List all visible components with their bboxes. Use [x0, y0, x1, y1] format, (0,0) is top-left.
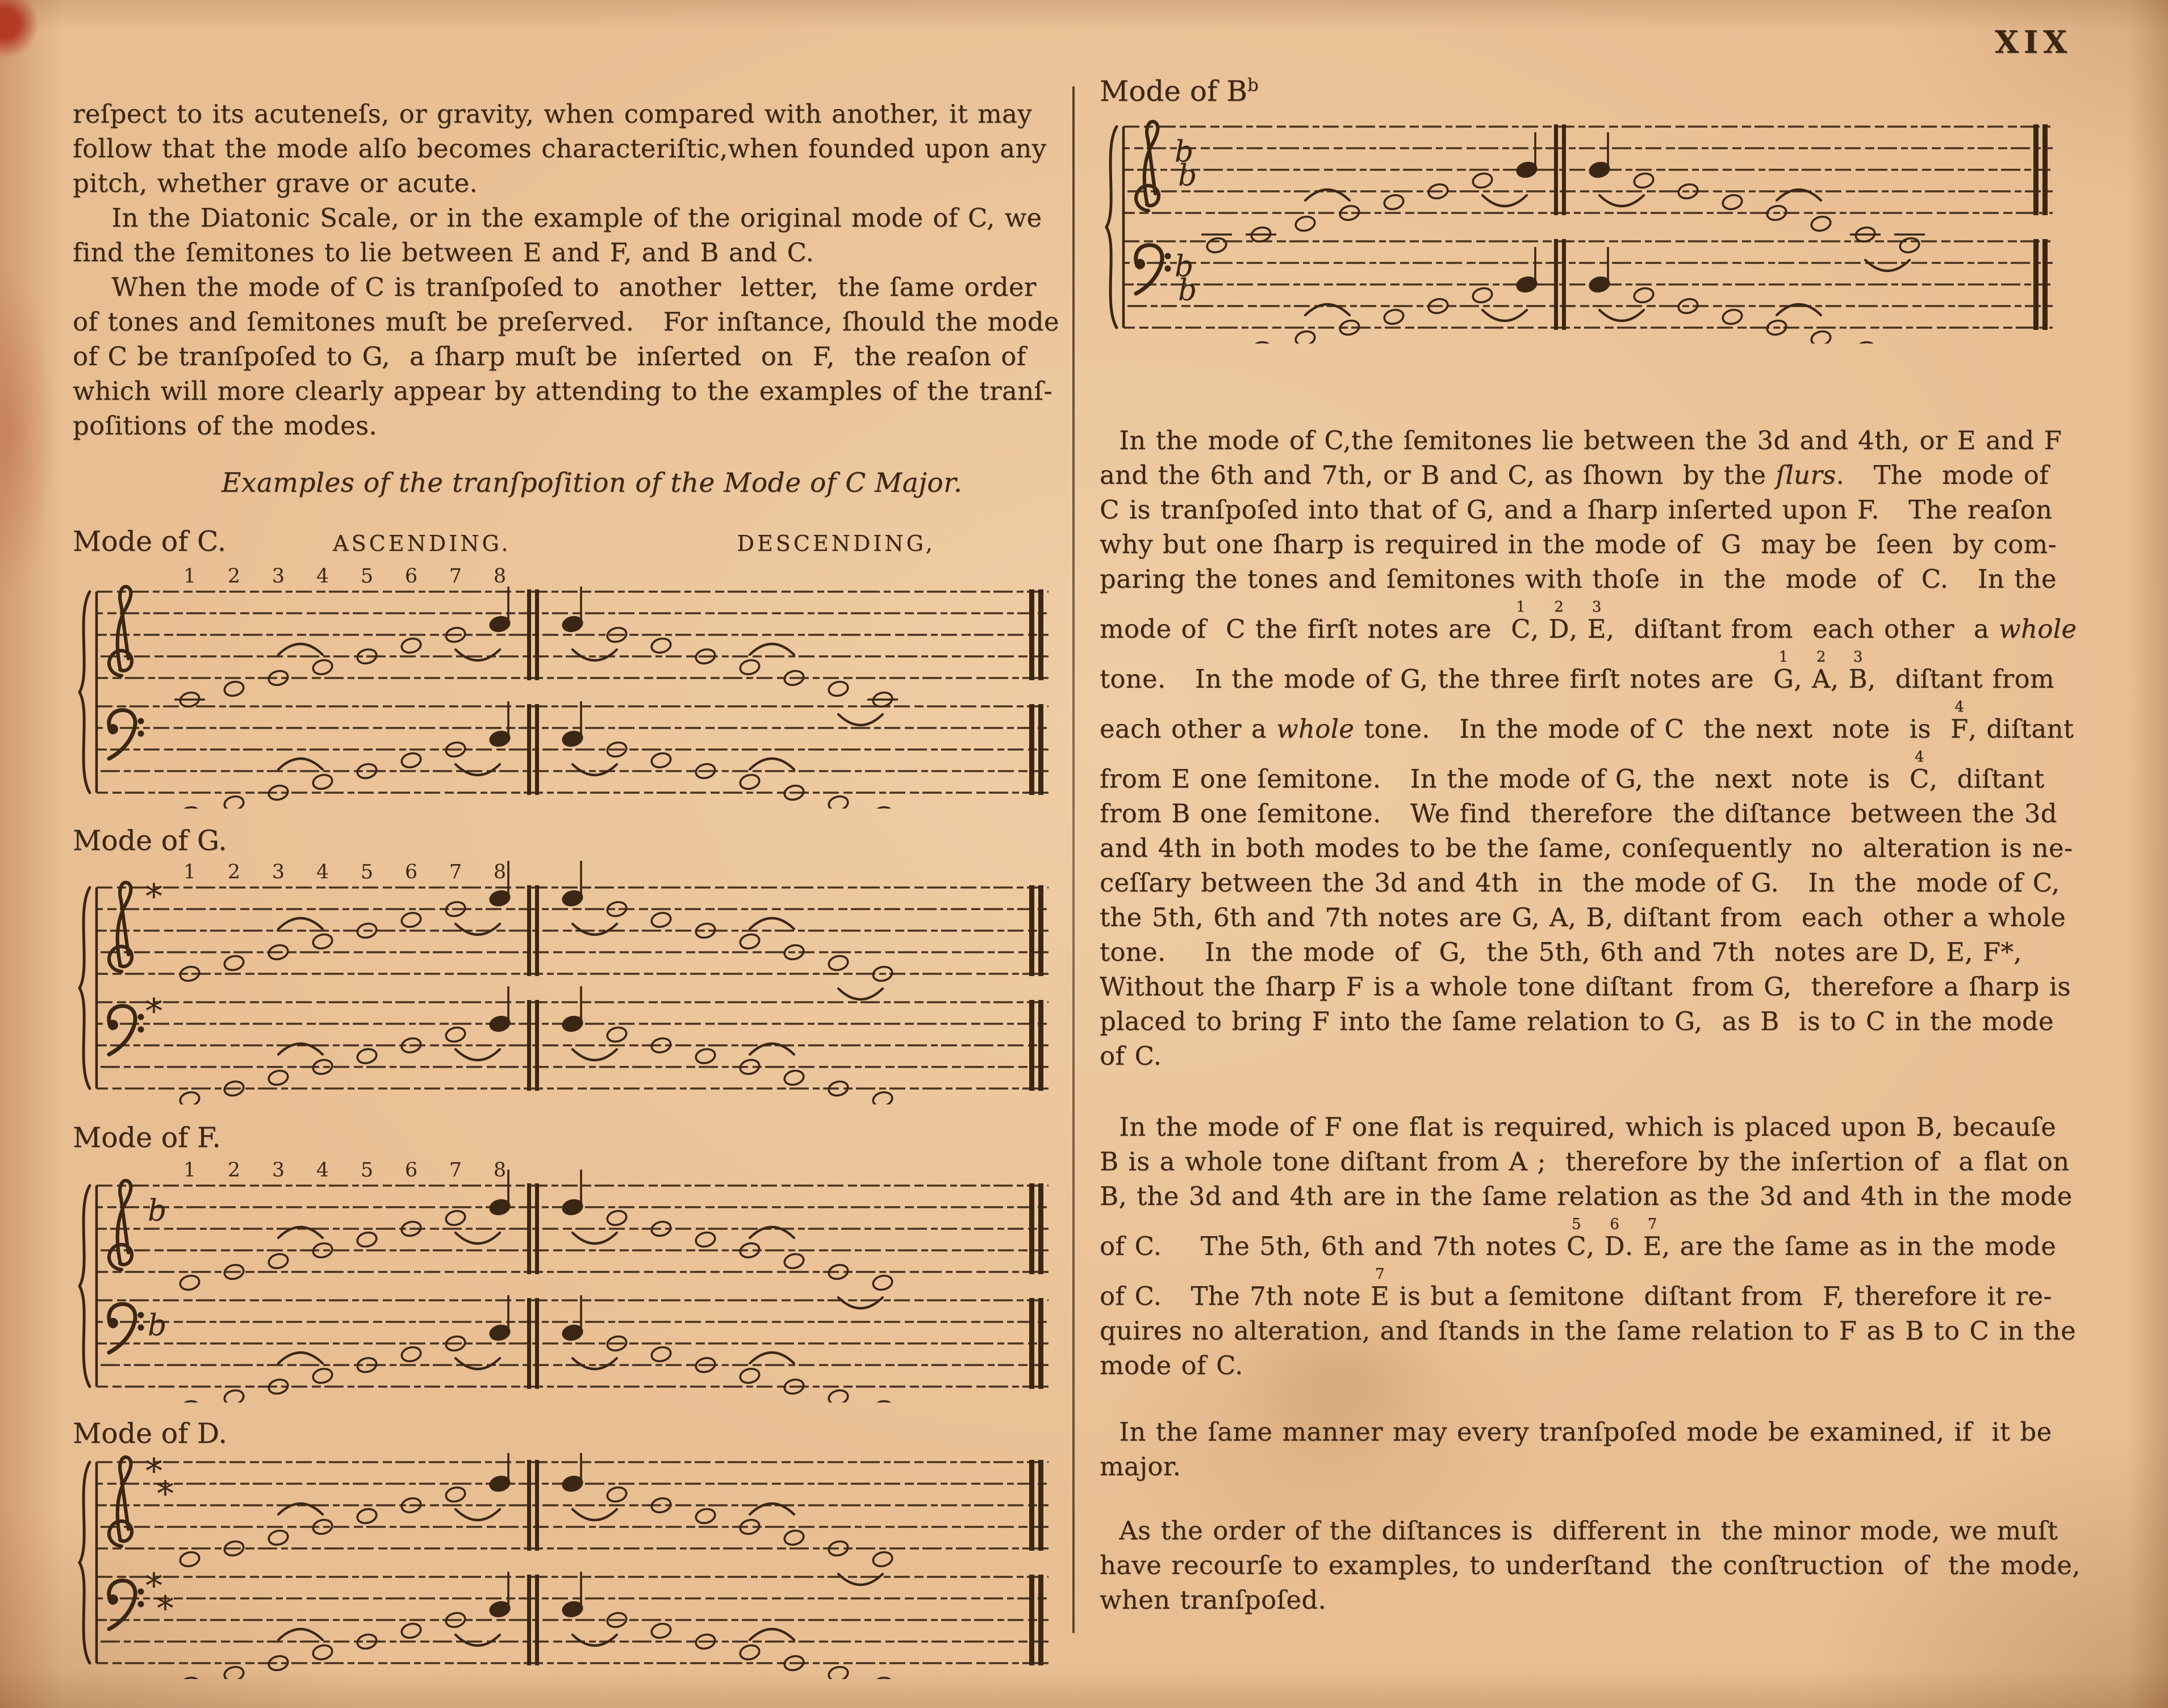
- svg-text:b: b: [148, 1194, 167, 1228]
- svg-text:b: b: [148, 1309, 167, 1343]
- svg-text:8: 8: [493, 861, 507, 884]
- svg-text:8: 8: [493, 1159, 507, 1182]
- svg-text:b: b: [1178, 273, 1197, 308]
- text-line: from B one ſemitone. We find therefore the diſtance between the 3d: [1100, 798, 2057, 828]
- svg-text:6: 6: [404, 1159, 418, 1182]
- text-line: each other a whole tone. In the mode of C the next note is 4 F, diſtant: [1100, 698, 2074, 744]
- svg-text:*: *: [157, 1474, 174, 1514]
- right-column: [1100, 68, 2128, 1617]
- text-line: C is tranſpoſed into that of G, and a ſharp inſerted upon F. The reaſon: [1100, 494, 2053, 525]
- text-line: when tranſpoſed.: [1100, 1584, 1327, 1615]
- svg-text:5: 5: [360, 565, 374, 588]
- svg-text:*: *: [145, 1453, 162, 1491]
- svg-text:b: b: [1175, 249, 1194, 284]
- svg-text:b: b: [1178, 158, 1197, 193]
- svg-text:6: 6: [404, 565, 418, 588]
- text-line: tone. In the mode of G, the 5th, 6th and 7th notes are D, E, F*,: [1100, 936, 2022, 967]
- text-line: follow that the mode alſo becomes characteriſtic,when founded upon any: [73, 133, 1047, 164]
- text-line: tone. In the mode of G, the three firſt notes are 1 G, 2 A, 3 B, diſtant from: [1100, 648, 2054, 694]
- text-line: mode of C.: [1100, 1350, 1243, 1380]
- text-line: In the Diatonic Scale, or in the example of the original mode of C, we: [73, 203, 1042, 233]
- svg-text:3: 3: [271, 565, 285, 588]
- text-line: B is a whole tone diſtant from A ; therefore by the inſertion of a flat on: [1100, 1146, 2070, 1177]
- paragraph-mode-c-g-comparison: [1100, 423, 2128, 1073]
- text-line: In the mode of F one flat is required, which is placed upon B, becauſe: [1100, 1111, 2057, 1142]
- text-line: paring the tones and ſemitones with thoſe in the mode of C. In the: [1100, 563, 2057, 594]
- text-line: find the ſemitones to lie between E and F, and B and C.: [73, 237, 814, 267]
- text-line: of C. The 5th, 6th and 7th notes 5 C, 6 D. 7 E, are the ſame as in the mode: [1100, 1216, 2057, 1261]
- text-line: the 5th, 6th and 7th notes are G, A, B, diſtant from each other a whole: [1100, 902, 2066, 932]
- svg-text:*: *: [157, 1589, 174, 1629]
- text-line: When the mode of C is tranſpoſed to another letter, the ſame order: [73, 272, 1037, 302]
- svg-text:7: 7: [449, 565, 462, 588]
- text-line: reſpect to its acuteneſs, or gravity, when compared with another, it may: [73, 99, 1033, 129]
- text-line: Without the ſharp F is a whole tone diſtant from G, therefore a ſharp is: [1100, 971, 2071, 1002]
- text-line: quires no alteration, and ſtands in the ſame relation to F as B to C in the: [1100, 1315, 2076, 1346]
- svg-text:7: 7: [449, 1159, 462, 1182]
- paragraph-minor-mode: [1100, 1513, 2128, 1617]
- descending-label: DESCENDING,: [737, 531, 935, 556]
- music-system-mode-c: [73, 563, 1061, 809]
- text-line: have recourſe to examples, to underſtand the conſtruction of the mode,: [1100, 1550, 2081, 1580]
- text-line: placed to bring F into the ſame relation to G, as B is to C in the mode: [1100, 1006, 2054, 1036]
- page-number: XIX: [1995, 24, 2073, 60]
- svg-text:7: 7: [449, 861, 462, 884]
- text-line: from E one ſemitone. In the mode of G, the next note is 4 C, diſtant: [1100, 748, 2045, 794]
- staff-label-row: [73, 524, 1077, 561]
- svg-text:1: 1: [183, 1159, 197, 1182]
- svg-text:2: 2: [227, 565, 241, 588]
- svg-text:*: *: [145, 877, 162, 916]
- text-line: why but one ſharp is required in the mode of G may be ſeen by com-: [1100, 529, 2057, 559]
- music-system-mode-d: [73, 1453, 1061, 1679]
- svg-text:1: 1: [183, 861, 197, 884]
- text-line: ceſſary between the 3d and 4th in the mode of G. In the mode of C,: [1100, 867, 2060, 898]
- text-line: major.: [1100, 1451, 1181, 1481]
- text-line: of C be tranſpoſed to G, a ſharp muſt be inſerted on F, the reaſon of: [73, 341, 1026, 371]
- left-column: [73, 97, 1077, 1679]
- intro-paragraph: [73, 97, 1077, 443]
- text-line: pitch, whether grave or acute.: [73, 168, 478, 198]
- svg-text:5: 5: [360, 1159, 374, 1182]
- ascending-label: ASCENDING.: [333, 531, 511, 556]
- paragraph-same-manner: [1100, 1414, 2128, 1484]
- text-line: In the ſame manner may every tranſpoſed mode be examined, if it be: [1100, 1416, 2052, 1447]
- svg-text:*: *: [145, 1566, 162, 1606]
- svg-text:4: 4: [316, 861, 329, 884]
- mode-d-label: Mode of D.: [73, 1417, 227, 1450]
- svg-text:2: 2: [227, 861, 241, 884]
- svg-text:4: 4: [316, 565, 329, 588]
- svg-text:3: 3: [271, 861, 285, 884]
- svg-text:3: 3: [271, 1159, 285, 1182]
- svg-text:5: 5: [360, 861, 374, 884]
- text-line: poſitions of the modes.: [73, 411, 377, 441]
- music-system-mode-g: [73, 859, 1061, 1104]
- music-system-mode-b-flat: [1100, 118, 2065, 344]
- text-line: of C.: [1100, 1040, 1162, 1071]
- svg-text:2: 2: [227, 1159, 241, 1182]
- text-line: B, the 3d and 4th are in the ſame relation as the 3d and 4th in the mode: [1100, 1180, 2073, 1211]
- mode-bb-label: Mode of $B^b$: [1100, 74, 1259, 108]
- mode-g-label: Mode of G.: [73, 824, 227, 857]
- svg-text:8: 8: [493, 565, 507, 588]
- text-line: mode of C the firſt notes are 1 C, 2 D, 3 E, diſtant from each other a whole: [1100, 598, 2077, 644]
- svg-text:*: *: [145, 991, 162, 1031]
- text-line: As the order of the diſtances is different in the minor mode, we muſt: [1100, 1515, 2058, 1546]
- text-line: and 4th in both modes to be the ſame, conſequently no alteration is ne-: [1100, 832, 2073, 863]
- svg-text:6: 6: [404, 861, 418, 884]
- text-line: and the 6th and 7th, or B and C, as ſhown by the ſlurs. The mode of: [1100, 459, 2049, 490]
- music-system-mode-f: [73, 1157, 1061, 1403]
- svg-text:1: 1: [183, 565, 197, 588]
- text-line: which will more clearly appear by attending to the examples of the tranſ-: [73, 376, 1052, 406]
- paragraph-mode-f: [1100, 1110, 2128, 1383]
- examples-heading: Examples of the tranſpoſition of the Mode of C Major.: [222, 467, 963, 499]
- svg-text:b: b: [1175, 135, 1194, 169]
- mode-f-label: Mode of F.: [73, 1121, 221, 1154]
- svg-text:4: 4: [316, 1159, 329, 1182]
- mode-c-label: Mode of C.: [73, 525, 227, 558]
- text-line: of C. The 7th note 7 E is but a ſemitone diſtant from F, therefore it re-: [1100, 1266, 2052, 1311]
- text-line: of tones and ſemitones muſt be preſerved. For inſtance, ſhould the mode: [73, 307, 1059, 337]
- text-line: In the mode of C,the ſemitones lie between the 3d and 4th, or E and F: [1100, 425, 2062, 455]
- flat-superscript: b: [1247, 75, 1259, 95]
